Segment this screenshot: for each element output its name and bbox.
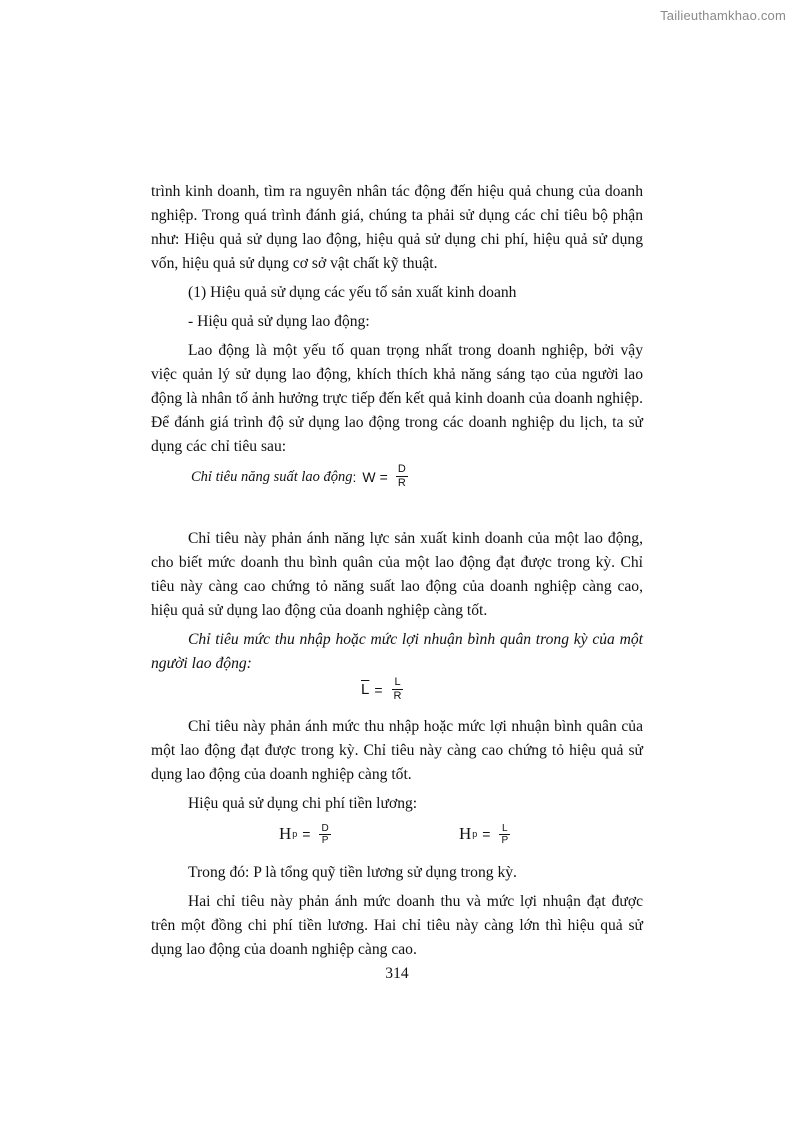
formula-equals: =: [379, 468, 388, 485]
fraction-denominator: R: [393, 690, 402, 702]
fraction-numerator: L: [394, 676, 401, 688]
formula-lhs: $\overline{L}$: [361, 680, 370, 698]
fraction: [499, 823, 510, 846]
fraction: [319, 823, 330, 846]
formula-average-income: [151, 676, 643, 710]
formula-labor-productivity: [151, 459, 643, 499]
fraction: [396, 463, 408, 490]
paragraph-7: Chỉ tiêu này phản ánh mức thu nhập hoặc mức lợi nhuận bình quân của một lao động đạt được trong kỳ. Chỉ tiêu này càng cao chứng tỏ hiệu quả sử dụng lao động của doanh nghiệp càng tốt.: [151, 718, 643, 783]
paragraph-10: Hai chỉ tiêu này phản ánh mức doanh thu và mức lợi nhuận đạt được trên một đồng chi phí tiền lương. Hai chỉ tiêu này càng lớn thì hiệu quả sử dụng lao động của doanh nghiệp càng cao.: [151, 893, 643, 958]
fraction-denominator: P: [321, 834, 329, 846]
paragraph-4: Lao động là một yếu tố quan trọng nhất trong doanh nghiệp, bởi vậy việc quản lý sử dụng lao động, khích thích khả năng sáng tạo của người lao động là nhân tố ảnh hưởng trực tiếp đến kết quả kinh doanh của doanh nghiệp. Để đánh giá trình độ sử dụng lao động trong các doanh nghiệp du lịch, ta sử dụng các chỉ tiêu sau:: [151, 342, 643, 455]
fraction-denominator: R: [397, 477, 406, 489]
formula-lhs: H: [279, 824, 292, 843]
formula-subscript: p: [472, 829, 478, 839]
paragraph-8: Hiệu quả sử dụng chi phí tiền lương:: [188, 795, 418, 812]
page-number: 314: [385, 965, 409, 982]
formula-wage-efficiency: [151, 816, 643, 856]
paragraph-1: trình kinh doanh, tìm ra nguyên nhân tác động đến hiệu quả chung của doanh nghiệp. Trong quá trình đánh giá, chúng ta phải sử dụng các chỉ tiêu bộ phận như: Hiệu quả sử dụng lao động, hiệu quả sử dụng chi phí, hiệu quả sử dụng vốn, hiệu quả sử dụng cơ sở vật chất kỹ thuật.: [151, 183, 643, 272]
watermark: Tailieuthamkhao.com: [660, 8, 786, 23]
formula-equals: =: [374, 681, 383, 698]
paragraph-6: Chỉ tiêu mức thu nhập hoặc mức lợi nhuận bình quân trong kỳ của một người lao động:: [151, 631, 643, 672]
fraction: [392, 676, 404, 703]
formula-lhs: H: [459, 824, 472, 843]
page-content: [151, 180, 643, 962]
formula-equals: =: [302, 826, 311, 842]
formula-subscript: p: [292, 829, 298, 839]
paragraph-9: Trong đó: P là tổng quỹ tiền lương sử dụng trong kỳ.: [188, 864, 517, 881]
fraction-numerator: L: [502, 822, 508, 834]
formula-colon: :: [352, 468, 357, 485]
formula-equals: =: [482, 826, 491, 842]
paragraph-5: Chỉ tiêu này phản ánh năng lực sản xuất kinh doanh của một lao động, cho biết mức doanh thu bình quân của một lao động đạt được trong kỳ. Chỉ tiêu này càng cao chứng tỏ năng suất lao động của doanh nghiệp càng cao, hiệu quả sử dụng lao động của doanh nghiệp càng tốt.: [151, 530, 643, 619]
paragraph-2: (1) Hiệu quả sử dụng các yếu tố sản xuất kinh doanh: [188, 284, 517, 301]
formula-lhs: W: [362, 468, 376, 485]
fraction-denominator: P: [501, 834, 509, 846]
fraction-numerator: D: [321, 822, 329, 834]
formula-label: Chỉ tiêu năng suất lao động: [191, 468, 353, 485]
paragraph-3: - Hiệu quả sử dụng lao động:: [188, 313, 370, 330]
fraction-numerator: D: [397, 463, 406, 475]
